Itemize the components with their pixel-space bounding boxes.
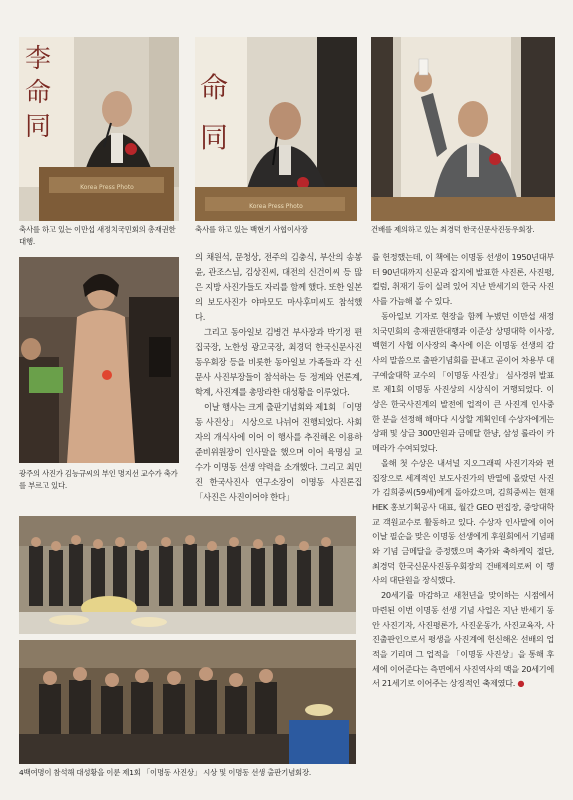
photo-singer-image	[19, 257, 179, 463]
photo-crowd-seated	[19, 640, 356, 764]
photo-toast-choi-kyung-deok	[371, 37, 555, 221]
photo-speech-baek-hyun-ki	[195, 37, 357, 221]
banner-glyph: 同	[200, 121, 229, 154]
article-paragraph-text: 20세기를 마감하고 새천년을 맞이하는 시점에서 마련된 이번 이명동 선생 기념 사업은 지난 반세기 동안 사진기자, 사진평론가, 사진운동가, 사진교육자, 사진출판인으로서 평생을 사진계에 헌신해온 선배의 업적을 기리며 그 업적을 「이명동 사진상」을 통해 후세에 이어준다는 측면에서 사진역사의 맥을 20세기에서 21세기로 이어주는 상징적인 축제였다.	[372, 590, 554, 689]
podium-label: Korea Press Photo	[80, 184, 134, 191]
photo-crowd-standing-image	[19, 516, 356, 634]
podium-label: Korea Press Photo	[249, 203, 303, 210]
article-paragraph: 올해 첫 수상은 내셔널 지오그래픽 사진기자와 편집장으로 세계적인 보도사진가의 반열에 올랐던 사진가 김희중씨(59세)에게 돌아갔으며, 김희중씨는 현재 HEK 홍보기획공사 대표, 월간 GEO 편집장, 중앙대학교 객원교수로 활동하고 있다. 수상자 인사말에 이어 이날 필순을 맞은 이명동 선생에게 후원회에서 기념패와 기념 금메달을 증정했으며 축가와 축하케익 절단, 최경덕 한국신문사진동우회장의 건배제의로써 이 행사의 대단원을 장식했다.	[372, 457, 554, 586]
caption-photo-1: 축사를 하고 있는 이만섭 새정치국민회의 총재권한대행.	[19, 225, 176, 246]
banner-glyph: 李	[25, 44, 52, 74]
article-paragraph: 의 채원석, 문청상, 전주의 김충식, 부산의 송봉윤, 관조스님, 김상진씨, 대전의 신건이씨 등 많은 지방 사진가들도 자리를 함께 했다. 또한 일본의 보도사진가 야마모도 마사후미씨도 참석했다.	[195, 252, 362, 322]
article-paragraph: 동아일보 기자로 현장을 함께 누볐던 이만섭 새정치국민회의 총재권한대행과 이준상 상명대학 이사장, 백현기 사협 이사장의 축사에 이은 이명동 선생의 감사의 말씀으로 출판기념회를 끝내고 곧이어 차용부 대구예술대학 교수의 「이명동 사진상」 심사경위 발표로 제1회 이명동 사진상의 시상식이 거행되었다. 이 상은 한국사진계의 발전에 업적이 큰 사진계 인사중 한 분을 선정해 해마다 시상할 계획인데 수상자에게는 상패 및 상금 300만원과 금메달 한냥, 삼성 롤라이 카메라가 수여되었다.	[372, 310, 554, 454]
article-column-middle	[195, 250, 362, 505]
article-paragraph: 그리고 동아일보 김병건 부사장과 박기정 편집국장, 노한성 광고국장, 최경덕 한국신문사진동우회장 등을 비롯한 동아일보 가족들과 각 신문사 사진부장들이 참석하는 등 정계와 언론계, 학계, 사진계를 총망라한 대성황을 이루었다.	[195, 327, 362, 397]
photo-toast-choi-kyung-deok-image	[371, 37, 555, 221]
photo-crowd-standing	[19, 516, 356, 634]
article-paragraph: 이날 행사는 크게 출판기념회와 제1회 「이명동 사진상」 시상으로 나뉘어 진행되었다. 사회자의 개식사에 이어 이 행사를 추진해온 이용하 준비위원장이 인사말을 했으며 이어 육명심 교수가 이명동 선생 약력을 소개했다. 그리고 최민진 한국사진사 연구소장이 이명동 사진론집 「사진은 사진이어야 한다」	[195, 402, 362, 502]
photo-speech-lee-man-seop	[19, 37, 179, 221]
caption-photo-bottom: 4백여명이 참석해 대성황을 이룬 제1회 「이명동 사진상」 시상 및 이명동 선생 출판기념회장.	[19, 768, 312, 777]
caption-photo-2: 축사를 하고 있는 백현기 사협이사장	[195, 225, 308, 234]
photo-speech-baek-hyun-ki-image	[195, 37, 357, 221]
photo-singer	[19, 257, 179, 463]
banner-glyph: 同	[25, 112, 52, 142]
photo-crowd-seated-image	[19, 640, 356, 764]
article-paragraph	[372, 588, 554, 691]
end-mark: ●	[517, 678, 525, 689]
caption-photo-4: 광주의 사진가 김능규씨의 부인 명지선 교수가 축가를 부르고 있다.	[19, 469, 178, 490]
caption-photo-3: 건배를 제의하고 있는 최경덕 한국신문사진동우회장.	[371, 225, 535, 234]
banner-glyph: 命	[200, 71, 229, 104]
article-column-right	[372, 250, 554, 691]
banner-glyph: 命	[25, 78, 52, 108]
article-paragraph: 를 헌정했는데, 이 책에는 이명동 선생이 1950년대부터 90년대까지 신문과 잡지에 발표한 사진론, 사진평, 컬럼, 취재기 등이 실려 있어 지난 반세기의 한국 사진사를 가늠해 볼 수 있다.	[372, 252, 554, 307]
photo-speech-lee-man-seop-image	[19, 37, 179, 221]
